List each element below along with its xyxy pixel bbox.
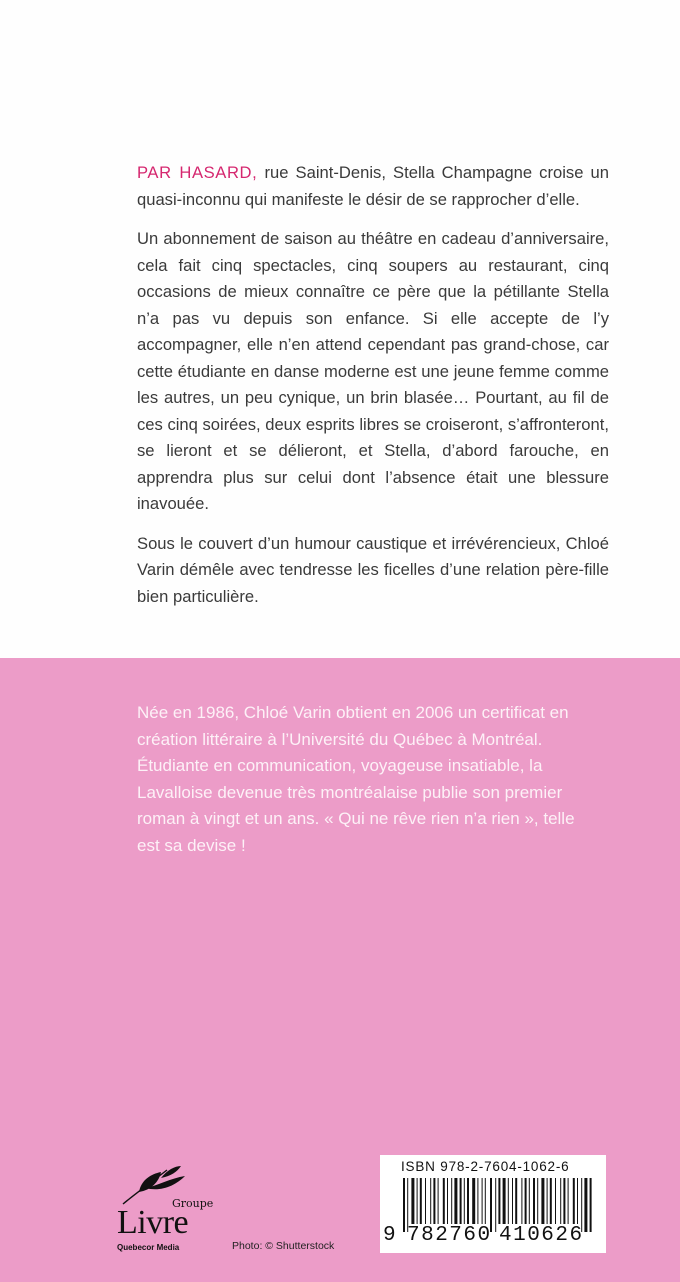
barcode-digit-first: 9: [383, 1224, 398, 1247]
synopsis-paragraph-2: Un abonnement de saison au théâtre en cadeau d’anniversaire, cela fait cinq spectacles, cinq soupers au restaurant, cinq occasions de mieux connaître ce père que la pétillante Stella n’a pas vu depuis son enfance. Si elle accepte de l’y accompagner, elle n’en attend cependant pas grand-chose, car cette étudiante en danse moderne est une jeune femme comme les autres, un peu cynique, un brin blasée… Pourtant, au fil de ces cinq soirées, deux esprits libres se croiseront, s’affronteront, se lieront et se délieront, et Stella, d’abord farouche, en apprendra plus sur celui dont l’absence était une blessure inavouée.: [137, 229, 609, 513]
synopsis-paragraph-1-text: rue Saint-Denis, Stella Champagne croise un quasi-inconnu qui manifeste le désir de se rapprocher d’elle.: [137, 163, 609, 209]
author-bio: Née en 1986, Chloé Varin obtient en 2006 un certificat en création littéraire à l’Université du Québec à Montréal. Étudiante en communication, voyageuse insatiable, la Lavalloise devenue très montréalaise publie son premier roman à vingt et un ans. « Qui ne rêve rien n’a rien », telle est sa devise !: [137, 703, 575, 855]
photo-credit: Photo: © Shutterstock: [232, 1240, 335, 1252]
synopsis-lead: PAR HASARD,: [137, 163, 258, 182]
publisher-media: Quebecor Media: [117, 1243, 180, 1252]
synopsis-paragraph-3: Sous le couvert d’un humour caustique et irrévérencieux, Chloé Varin démêle avec tendresse les ficelles d’une relation père-fille bien particulière.: [137, 533, 609, 606]
synopsis-text: [137, 160, 609, 623]
author-section: [0, 658, 680, 1282]
publisher-logo: [115, 1164, 225, 1256]
publisher-livre: Livre: [117, 1204, 189, 1241]
synopsis-paragraph-1: [137, 160, 609, 213]
isbn-barcode: [380, 1155, 606, 1253]
isbn-label: ISBN 978-2-7604-1062-6: [401, 1159, 570, 1174]
publisher-groupe: Groupe: [172, 1197, 214, 1210]
barcode-digits-left: 782760: [407, 1224, 492, 1247]
barcode-digits-right: 410626: [499, 1224, 584, 1247]
